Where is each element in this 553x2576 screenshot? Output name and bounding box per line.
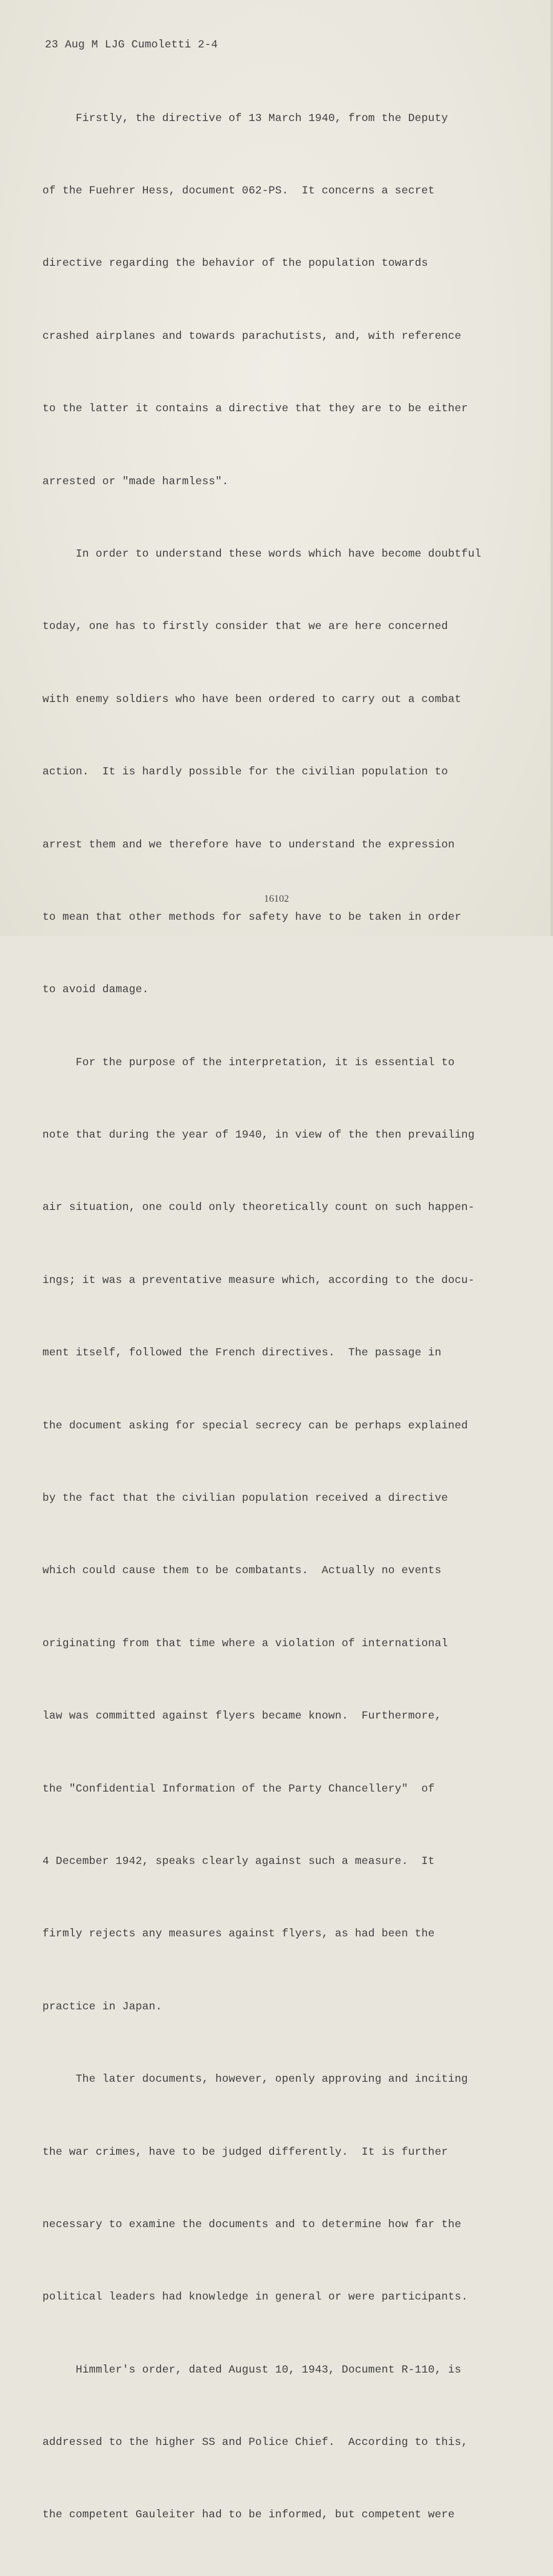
text-line: the "Confidential Information of the Party Chancellery" of bbox=[42, 1782, 435, 1795]
text-line: action. It is hardly possible for the civilian population to bbox=[42, 766, 448, 779]
text-line: law was committed against flyers became known. Furthermore, bbox=[42, 1710, 442, 1723]
text-line: with enemy soldiers who have been ordered to carry out a combat bbox=[42, 693, 462, 706]
text-line: political leaders had knowledge in general or were participants. bbox=[42, 2291, 468, 2304]
text-line: arrested or "made harmless". bbox=[42, 475, 229, 488]
text-line: by the fact that the civilian population received a directive bbox=[42, 1492, 448, 1505]
page-header: 23 Aug M LJG Cumoletti 2-4 bbox=[45, 39, 218, 51]
text-line: to mean that other methods for safety have to be taken in order bbox=[42, 910, 462, 924]
text-line: firmly rejects any measures against flyers, as had been the bbox=[42, 1928, 435, 1941]
text-line: Firstly, the directive of 13 March 1940, from the Deputy bbox=[42, 112, 448, 125]
text-line: addressed to the higher SS and Police Chief. According to this, bbox=[42, 2436, 468, 2449]
text-line: originating from that time where a violation of international bbox=[42, 1637, 448, 1650]
text-line: The later documents, however, openly approving and inciting bbox=[42, 2073, 468, 2086]
text-line: ings; it was a preventative measure which, according to the docu- bbox=[42, 1274, 475, 1287]
text-line: Himmler's order, dated August 10, 1943, Document R-110, is bbox=[42, 2363, 462, 2376]
text-line: ment itself, followed the French directives. The passage in bbox=[42, 1347, 442, 1360]
text-line: note that during the year of 1940, in view of the then prevailing bbox=[42, 1129, 475, 1142]
text-line: 4 December 1942, speaks clearly against such a measure. It bbox=[42, 1855, 435, 1868]
text-line: necessary to examine the documents and to determine how far the bbox=[42, 2218, 462, 2231]
text-line: In order to understand these words which have become doubtful bbox=[42, 547, 482, 560]
text-line: which could cause them to be combatants. Actually no events bbox=[42, 1564, 442, 1578]
text-line: the war crimes, have to be judged differently. It is further bbox=[42, 2145, 448, 2159]
text-line: practice in Japan. bbox=[42, 2000, 162, 2013]
page-number: 16102 bbox=[264, 894, 289, 904]
body-text bbox=[42, 58, 536, 2576]
text-line: the competent Gauleiter had to be informed, but competent were bbox=[42, 2509, 455, 2522]
text-line: For the purpose of the interpretation, it is essential to bbox=[42, 1056, 455, 1069]
text-line: today, one has to firstly consider that we are here concerned bbox=[42, 620, 448, 633]
text-line: of the Fuehrer Hess, document 062-PS. It concerns a secret bbox=[42, 184, 435, 197]
text-line: arrest them and we therefore have to understand the expression bbox=[42, 838, 455, 851]
text-line: to the latter it contains a directive that they are to be either bbox=[42, 402, 468, 416]
text-line: directive regarding the behavior of the population towards bbox=[42, 257, 428, 270]
text-line: to avoid damage. bbox=[42, 983, 149, 997]
text-line: crashed airplanes and towards parachutists, and, with reference bbox=[42, 329, 462, 343]
text-line: the document asking for special secrecy can be perhaps explained bbox=[42, 1419, 468, 1432]
text-line: air situation, one could only theoretically count on such happen- bbox=[42, 1201, 475, 1214]
